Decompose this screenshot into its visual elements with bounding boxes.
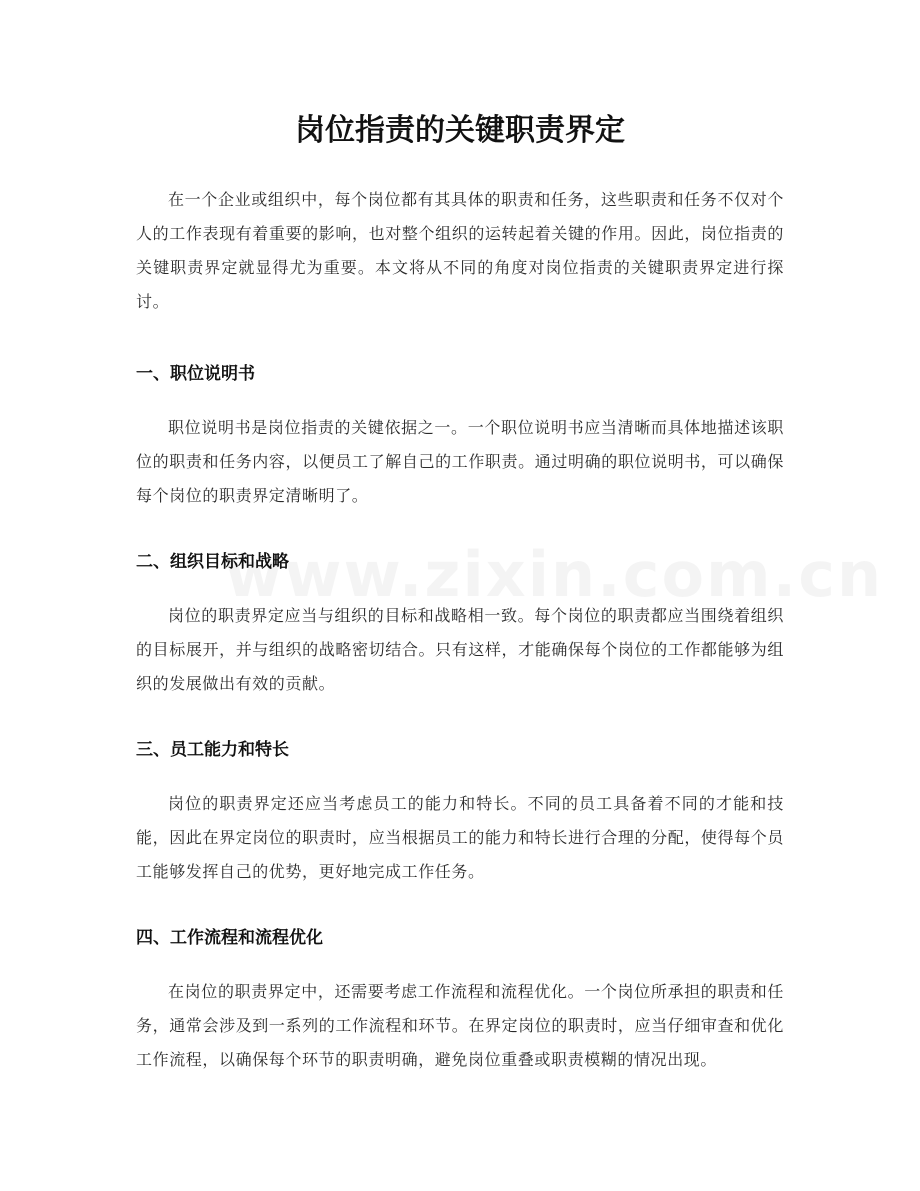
section-heading-employee-abilities: 三、员工能力和特长 — [136, 740, 289, 760]
intro-paragraph: 在一个企业或组织中，每个岗位都有其具体的职责和任务，这些职责和任务不仅对个人的工作表现有着重要的影响，也对整个组织的运转起着关键的作用。因此，岗位指责的关键职责界定就显得尤为重要。本文将从不同的角度对岗位指责的关键职责界定进行探讨。 — [136, 190, 784, 311]
section-body-employee-abilities: 岗位的职责界定还应当考虑员工的能力和特长。不同的员工具备着不同的才能和技能，因此在界定岗位的职责时，应当根据员工的能力和特长进行合理的分配，使得每个员工能够发挥自己的优势，更好地完成工作任务。 — [136, 794, 784, 881]
section-body-org-goals: 岗位的职责界定应当与组织的目标和战略相一致。每个岗位的职责都应当围绕着组织的目标展开，并与组织的战略密切结合。只有这样，才能确保每个岗位的工作都能够为组织的发展做出有效的贡献。 — [136, 606, 784, 693]
document-title: 岗位指责的关键职责界定 — [295, 113, 625, 148]
section-heading-org-goals: 二、组织目标和战略 — [136, 552, 289, 572]
section-body-workflow: 在岗位的职责界定中，还需要考虑工作流程和流程优化。一个岗位所承担的职责和任务，通常会涉及到一系列的工作流程和环节。在界定岗位的职责时，应当仔细审查和优化工作流程，以确保每个环节的职责明确，避免岗位重叠或职责模糊的情况出现。 — [136, 982, 784, 1069]
document-body — [136, 183, 784, 1077]
section-heading-workflow: 四、工作流程和流程优化 — [136, 928, 323, 948]
section-body-job-description: 职位说明书是岗位指责的关键依据之一。一个职位说明书应当清晰而具体地描述该职位的职责和任务内容，以便员工了解自己的工作职责。通过明确的职位说明书，可以确保每个岗位的职责界定清晰明了。 — [136, 418, 784, 505]
section-heading-job-description: 一、职位说明书 — [136, 364, 255, 384]
